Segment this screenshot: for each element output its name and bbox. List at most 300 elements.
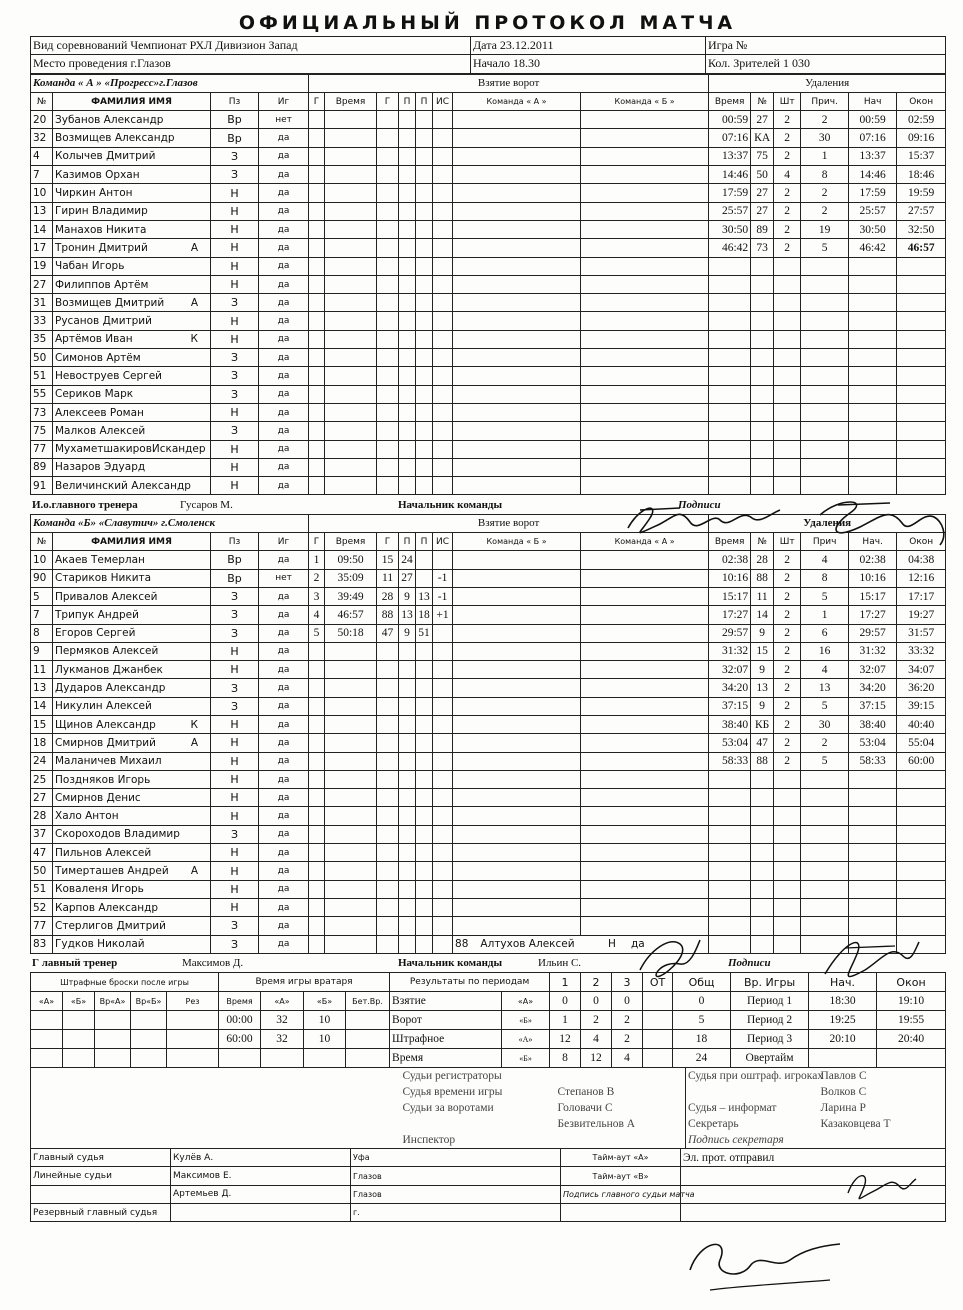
goal-g: 47	[377, 624, 399, 642]
column-header: ИС	[433, 533, 453, 551]
penalty-no	[751, 403, 774, 421]
column-header: Команда « А »	[453, 92, 581, 110]
team-col-cell	[581, 422, 709, 440]
team-col-cell	[581, 385, 709, 403]
penalty-start	[849, 862, 897, 880]
goal-g	[377, 898, 399, 916]
times-header-game: Вр. Игры	[731, 973, 809, 992]
goal-a2	[416, 275, 433, 293]
team-col-cell	[453, 606, 581, 624]
player-row	[31, 111, 946, 129]
player-row	[31, 275, 946, 293]
team-b-table	[30, 514, 946, 954]
penalty-no	[751, 257, 774, 275]
goal-g	[377, 807, 399, 825]
goal-time: 46:57	[325, 606, 377, 624]
player-number: 28	[31, 807, 53, 825]
player-position: Н	[211, 862, 259, 880]
goal-time	[325, 770, 377, 788]
player-played: нет	[259, 569, 309, 587]
player-played: да	[259, 715, 309, 733]
player-position: Вр	[211, 569, 259, 587]
player-name: Егоров Сергей	[55, 627, 136, 640]
player-row	[31, 606, 946, 624]
signature-chief-referee-icon	[680, 1230, 850, 1300]
penalty-min	[774, 825, 801, 843]
shootout-cell	[95, 1030, 131, 1049]
team-col-cell	[581, 789, 709, 807]
player-number: 11	[31, 661, 53, 679]
period-p2: 12	[581, 1049, 612, 1068]
penalty-end	[897, 770, 946, 788]
goal-g	[377, 642, 399, 660]
team-col-cell	[581, 330, 709, 348]
penalty-end: 12:16	[897, 569, 946, 587]
player-number: 18	[31, 734, 53, 752]
penalty-start: 46:42	[849, 239, 897, 257]
player-row	[31, 422, 946, 440]
player-played: да	[259, 422, 309, 440]
team-col-cell	[453, 202, 581, 220]
player-row	[31, 257, 946, 275]
goal-time	[325, 661, 377, 679]
period-ot	[643, 992, 673, 1011]
player-position: Вр	[211, 551, 259, 569]
penalty-no	[751, 312, 774, 330]
penalty-time: 32:07	[709, 661, 751, 679]
team-col-cell	[453, 770, 581, 788]
penalty-start	[849, 880, 897, 898]
penalty-end: 60:00	[897, 752, 946, 770]
goal-a1	[399, 257, 416, 275]
player-number: 7	[31, 606, 53, 624]
penalty-time	[709, 844, 751, 862]
penalty-time: 10:16	[709, 569, 751, 587]
penalty-end	[897, 807, 946, 825]
penalty-end	[897, 477, 946, 495]
goal-n	[309, 220, 325, 238]
team-col-cell	[581, 220, 709, 238]
player-number: 52	[31, 898, 53, 916]
player-name: Лукманов Джанбек	[55, 663, 163, 676]
goal-n	[309, 202, 325, 220]
goal-time	[325, 458, 377, 476]
penalty-min	[774, 807, 801, 825]
period-total-header: Общ	[673, 973, 731, 992]
goal-a1	[399, 312, 416, 330]
official-right-role: Секретарь	[688, 1118, 739, 1131]
goal-n	[309, 385, 325, 403]
goal-a1: 27	[399, 569, 416, 587]
player-played: да	[259, 147, 309, 165]
goal-is	[433, 715, 453, 733]
player-row	[31, 624, 946, 642]
goal-g: 15	[377, 551, 399, 569]
goal-n	[309, 275, 325, 293]
player-number: 19	[31, 257, 53, 275]
player-played: да	[259, 458, 309, 476]
goal-time	[325, 917, 377, 935]
column-header: Нач.	[849, 533, 897, 551]
goal-a1	[399, 661, 416, 679]
player-position: З	[211, 825, 259, 843]
player-row	[31, 587, 946, 605]
goal-g	[377, 147, 399, 165]
goal-time	[325, 440, 377, 458]
column-header: Окон	[897, 533, 946, 551]
player-name-cell	[53, 844, 211, 862]
penalty-reason: 19	[801, 220, 849, 238]
penalty-end: 19:27	[897, 606, 946, 624]
goal-g: 88	[377, 606, 399, 624]
penalty-time: 14:46	[709, 166, 751, 184]
officials-blank	[31, 1068, 401, 1084]
player-name-cell	[53, 202, 211, 220]
goal-a2	[416, 257, 433, 275]
goal-time	[325, 312, 377, 330]
penalty-reason	[801, 807, 849, 825]
penalty-start: 15:17	[849, 587, 897, 605]
goal-a1	[399, 239, 416, 257]
penalty-time	[709, 312, 751, 330]
goal-a2	[416, 734, 433, 752]
penalty-min	[774, 257, 801, 275]
player-name: Назаров Эдуард	[55, 461, 146, 474]
penalty-min	[774, 294, 801, 312]
team-col-cell	[453, 734, 581, 752]
player-played: да	[259, 606, 309, 624]
player-name: Смирнов Дмитрий	[55, 736, 156, 749]
team-col-cell	[581, 147, 709, 165]
penalty-min: 2	[774, 551, 801, 569]
player-played: да	[259, 880, 309, 898]
player-number: 4	[31, 147, 53, 165]
penalty-end: 19:59	[897, 184, 946, 202]
penalty-time: 00:59	[709, 111, 751, 129]
team-col-cell	[453, 367, 581, 385]
team-col-cell	[581, 770, 709, 788]
team-b-title: Команда «Б» «Славутич» г.Смоленск	[31, 514, 309, 532]
goal-a2	[416, 477, 433, 495]
penalty-no: 27	[751, 184, 774, 202]
penalty-end: 18:46	[897, 166, 946, 184]
penalty-min	[774, 477, 801, 495]
goal-time	[325, 330, 377, 348]
team-col-cell	[453, 111, 581, 129]
goal-a1	[399, 679, 416, 697]
team-col-cell	[453, 825, 581, 843]
penalty-end: 15:37	[897, 147, 946, 165]
player-number: 20	[31, 111, 53, 129]
goal-time	[325, 642, 377, 660]
team-col-cell	[453, 862, 581, 880]
penalty-no	[751, 917, 774, 935]
player-name: Возмищев Александр	[55, 132, 175, 145]
player-number: 37	[31, 825, 53, 843]
penalty-min	[774, 349, 801, 367]
goal-n	[309, 679, 325, 697]
goal-is	[433, 349, 453, 367]
player-number: 50	[31, 349, 53, 367]
goal-is	[433, 807, 453, 825]
penalty-end	[897, 789, 946, 807]
penalty-min	[774, 458, 801, 476]
shootout-cell	[63, 1030, 95, 1049]
goal-a2	[416, 312, 433, 330]
goal-g	[377, 349, 399, 367]
player-name: Акаев Темерлан	[55, 553, 145, 566]
player-played: да	[259, 734, 309, 752]
player-number: 27	[31, 275, 53, 293]
gk-time: 00:00	[219, 1011, 261, 1030]
penalty-min	[774, 330, 801, 348]
goal-time	[325, 202, 377, 220]
period-time-start: 20:10	[809, 1030, 877, 1049]
period-total: 18	[673, 1030, 731, 1049]
goal-g	[377, 697, 399, 715]
penalty-time: 17:59	[709, 184, 751, 202]
goal-a2	[416, 844, 433, 862]
shootout-cell	[95, 1011, 131, 1030]
goal-g	[377, 715, 399, 733]
player-position: Н	[211, 220, 259, 238]
penalty-start: 37:15	[849, 697, 897, 715]
period-time-label: Период 3	[731, 1030, 809, 1049]
penalty-start	[849, 422, 897, 440]
team-col-cell	[453, 917, 581, 935]
goal-a2	[416, 147, 433, 165]
shootout-cell	[31, 1011, 63, 1030]
team-b-penalties-title: Удаления	[709, 514, 946, 532]
player-number: 35	[31, 330, 53, 348]
penalty-min	[774, 862, 801, 880]
player-name-cell	[53, 551, 211, 569]
goal-is	[433, 752, 453, 770]
column-header: Шт	[774, 92, 801, 110]
referee-extra: Подпись главного судьи матча	[561, 1185, 681, 1203]
goal-n	[309, 752, 325, 770]
player-name-cell	[53, 385, 211, 403]
player-role: К	[190, 718, 198, 731]
goal-a1	[399, 111, 416, 129]
column-header: ФАМИЛИЯ ИМЯ	[53, 92, 211, 110]
goal-time	[325, 844, 377, 862]
goal-a1	[399, 477, 416, 495]
player-name-cell	[53, 275, 211, 293]
goal-is	[433, 551, 453, 569]
referees-table	[30, 1148, 946, 1222]
player-name: Дударов Александр	[55, 682, 166, 695]
goal-cell	[377, 935, 399, 953]
team-col-cell	[453, 458, 581, 476]
player-row	[31, 220, 946, 238]
penalty-end	[897, 825, 946, 843]
penalty-no	[751, 862, 774, 880]
column-header: Г	[309, 533, 325, 551]
goal-g	[377, 330, 399, 348]
penalty-reason: 5	[801, 697, 849, 715]
column-header: Иг	[259, 533, 309, 551]
penalty-no	[751, 330, 774, 348]
penalty-time	[709, 935, 751, 953]
player-name: Стерлигов Дмитрий	[55, 919, 166, 932]
goal-g	[377, 661, 399, 679]
goal-a2	[416, 294, 433, 312]
goal-time	[325, 752, 377, 770]
referee-name	[171, 1204, 351, 1222]
penalty-reason	[801, 422, 849, 440]
team-a-table	[30, 74, 946, 496]
official-right-role: Судья – информат	[688, 1102, 777, 1115]
period-team: «А»	[502, 992, 550, 1011]
team-col-cell	[581, 275, 709, 293]
gk-col: Бет.Вр.	[346, 992, 390, 1011]
penalty-reason	[801, 312, 849, 330]
player-name-cell	[53, 458, 211, 476]
goal-a2	[416, 661, 433, 679]
referee-city: Уфа	[351, 1149, 561, 1167]
team-col-cell	[453, 642, 581, 660]
player-name-cell	[53, 129, 211, 147]
penalty-min: 4	[774, 166, 801, 184]
player-position: З	[211, 294, 259, 312]
goal-time	[325, 111, 377, 129]
shootout-cell	[95, 1049, 131, 1068]
team-col-cell	[581, 202, 709, 220]
column-header: Пз	[211, 533, 259, 551]
penalty-min: 2	[774, 239, 801, 257]
penalty-min	[774, 789, 801, 807]
goal-g	[377, 752, 399, 770]
period-time-start: 18:30	[809, 992, 877, 1011]
shootout-cell	[31, 1030, 63, 1049]
goal-is	[433, 129, 453, 147]
penalty-no	[751, 385, 774, 403]
official-right-name: Ларина Р	[819, 1100, 946, 1116]
gk-bet	[346, 1030, 390, 1049]
match-date: Дата 23.12.2011	[471, 37, 706, 55]
penalty-reason	[801, 789, 849, 807]
official-name: Безвительнов А	[556, 1116, 686, 1132]
goal-time	[325, 239, 377, 257]
official-name	[556, 1132, 686, 1148]
player-name: Хало Антон	[55, 810, 119, 823]
penalty-no	[751, 770, 774, 788]
goal-a2	[416, 825, 433, 843]
penalty-start: 17:59	[849, 184, 897, 202]
player-name-cell	[53, 752, 211, 770]
player-name: Коваленя Игорь	[55, 883, 144, 896]
penalty-start: 34:20	[849, 679, 897, 697]
period-time-end: 19:10	[877, 992, 946, 1011]
team-col-cell	[581, 624, 709, 642]
player-row	[31, 202, 946, 220]
shootout-cell	[167, 1049, 219, 1068]
period-p3: 2	[612, 1011, 643, 1030]
penalty-start	[849, 935, 897, 953]
referee-right: Эл. прот. отправил	[681, 1149, 946, 1167]
shootout-cell	[63, 1011, 95, 1030]
team-col-cell	[453, 403, 581, 421]
team-col-cell	[453, 330, 581, 348]
player-position: З	[211, 679, 259, 697]
goal-is: -1	[433, 587, 453, 605]
page-title: ОФИЦИАЛЬНЫЙ ПРОТОКОЛ МАТЧА	[238, 12, 737, 34]
penalty-reason: 6	[801, 624, 849, 642]
goal-a1	[399, 166, 416, 184]
player-row	[31, 239, 946, 257]
penalty-time	[709, 789, 751, 807]
goal-is	[433, 184, 453, 202]
player-played: да	[259, 898, 309, 916]
extra-player-played: да	[631, 938, 645, 951]
team-col-cell	[581, 569, 709, 587]
penalty-reason: 2	[801, 202, 849, 220]
penalty-time	[709, 422, 751, 440]
penalty-end: 32:50	[897, 220, 946, 238]
referee-right	[681, 1185, 946, 1203]
player-number: 50	[31, 862, 53, 880]
gk-col: «Б»	[304, 992, 346, 1011]
goal-a2	[416, 642, 433, 660]
column-header: ИС	[433, 92, 453, 110]
team-col-cell	[581, 715, 709, 733]
player-row	[31, 166, 946, 184]
player-number: 9	[31, 642, 53, 660]
goal-a2: 51	[416, 624, 433, 642]
penalty-start: 53:04	[849, 734, 897, 752]
gk-col: Время	[219, 992, 261, 1011]
goal-g	[377, 312, 399, 330]
team-col-cell	[453, 679, 581, 697]
penalty-no: КА	[751, 129, 774, 147]
penalty-start	[849, 367, 897, 385]
player-name-cell	[53, 403, 211, 421]
player-role: А	[190, 865, 198, 877]
goal-a1	[399, 367, 416, 385]
player-name-cell	[53, 606, 211, 624]
team-b-coach: Максимов Д.	[182, 956, 244, 969]
column-header: Команда « Б »	[581, 92, 709, 110]
team-col-cell	[453, 752, 581, 770]
team-col-cell	[453, 807, 581, 825]
goal-g	[377, 477, 399, 495]
player-played: да	[259, 752, 309, 770]
penalty-end: 17:17	[897, 587, 946, 605]
referee-extra	[561, 1204, 681, 1222]
goal-time	[325, 477, 377, 495]
goal-is	[433, 770, 453, 788]
player-position: Н	[211, 642, 259, 660]
player-number: 24	[31, 752, 53, 770]
penalty-no: 47	[751, 734, 774, 752]
penalty-end: 34:07	[897, 661, 946, 679]
team-col-cell	[453, 275, 581, 293]
penalty-reason: 30	[801, 715, 849, 733]
goal-a1	[399, 458, 416, 476]
player-played: да	[259, 312, 309, 330]
player-number: 55	[31, 385, 53, 403]
goal-is	[433, 898, 453, 916]
goal-a1	[399, 715, 416, 733]
goal-is	[433, 917, 453, 935]
player-played: да	[259, 862, 309, 880]
goal-a1	[399, 184, 416, 202]
penalty-no: 28	[751, 551, 774, 569]
goal-time	[325, 367, 377, 385]
goal-time	[325, 898, 377, 916]
shootout-cell	[131, 1030, 167, 1049]
